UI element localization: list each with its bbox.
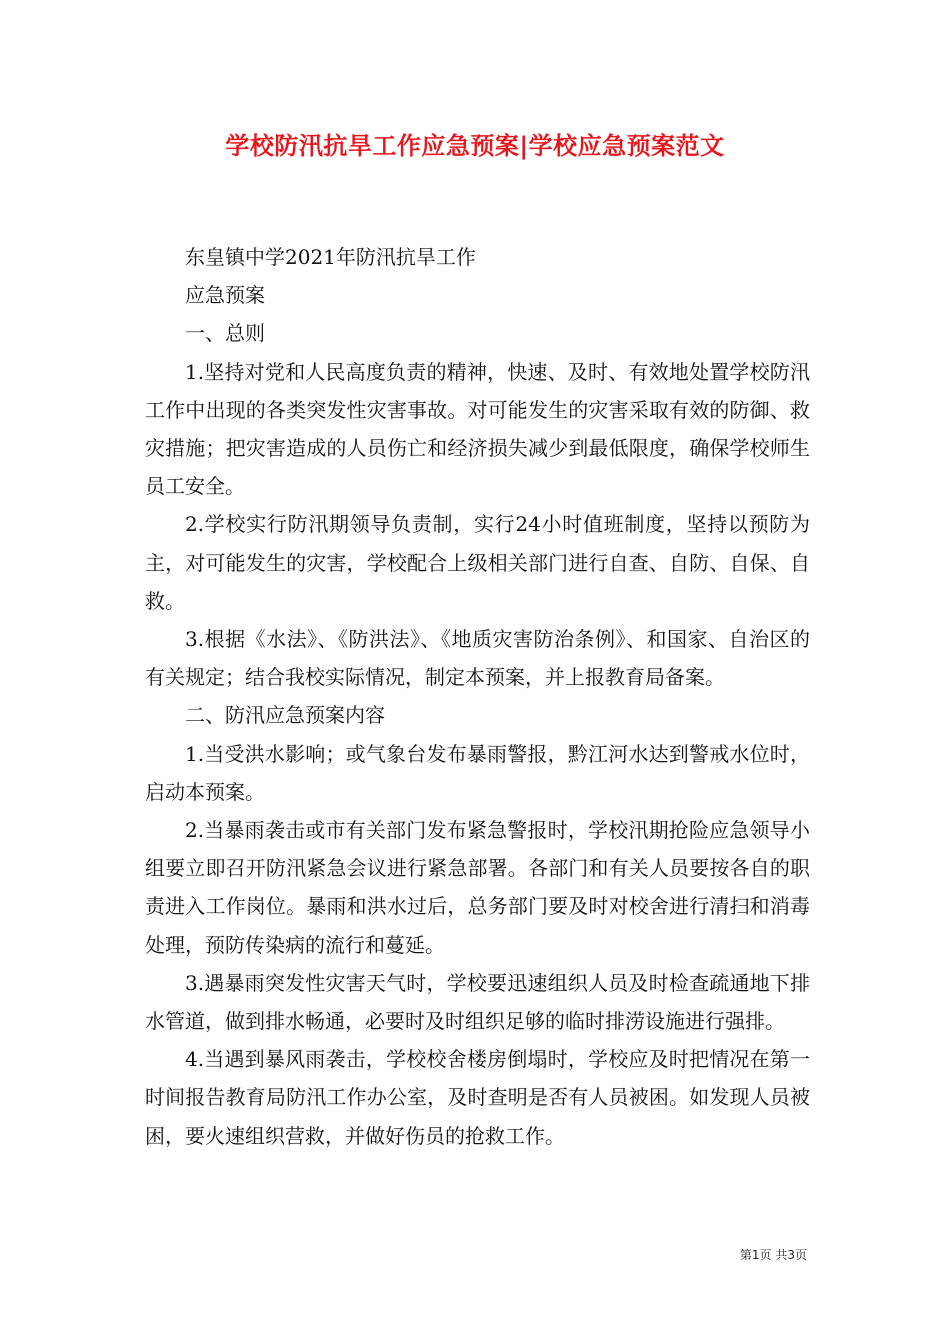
document-title: 学校防汛抗旱工作应急预案|学校应急预案范文	[225, 132, 725, 160]
paragraph-school-heading: 东皇镇中学2021年防汛抗旱工作	[185, 245, 476, 269]
section-heading-content: 二、防汛应急预案内容	[185, 703, 385, 728]
paragraph-content-3: 3.遇暴雨突发性灾害天气时，学校要迅速组织人员及时检查疏通地下排水管道，做到排水畅通，必要时及时组织足够的临时排涝设施进行强排。	[145, 970, 810, 1034]
paragraph-general-3: 3.根据《水法》、《防洪法》、《地质灾害防治条例》、和国家、自治区的有关规定；结合我校实际情况，制定本预案，并上报教育局备案。	[145, 627, 810, 690]
page-number: 第1页 共3页	[739, 1248, 807, 1262]
section-heading-general: 一、总则	[185, 321, 265, 346]
paragraph-general-1: 1.坚持对党和人民高度负责的精神，快速、及时、有效地处置学校防汛工作中出现的各类突发性灾害事故。对可能发生的灾害采取有效的防御、救灾措施；把灾害造成的人员伤亡和经济损失减少到最低限度，确保学校师生员工安全。	[145, 359, 810, 499]
paragraph-plan-heading: 应急预案	[185, 283, 265, 308]
paragraph-content-1: 1.当受洪水影响；或气象台发布暴雨警报，黔江河水达到警戒水位时，启动本预案。	[145, 741, 810, 804]
paragraph-content-2: 2.当暴雨袭击或市有关部门发布紧急警报时，学校汛期抢险应急领导小组要立即召开防汛紧急会议进行紧急部署。各部门和有关人员要按各自的职责进入工作岗位。暴雨和洪水过后，总务部门要及时对校舍进行清扫和消毒处理，预防传染病的流行和蔓延。	[145, 818, 810, 957]
document-body	[145, 238, 810, 1155]
paragraph-content-4: 4.当遇到暴风雨袭击，学校校舍楼房倒塌时，学校应及时把情况在第一时间报告教育局防汛工作办公室，及时查明是否有人员被困。如发现人员被困，要火速组织营救，并做好伤员的抢救工作。	[145, 1047, 810, 1148]
paragraph-general-2: 2.学校实行防汛期领导负责制，实行24小时值班制度，坚持以预防为主，对可能发生的灾害，学校配合上级相关部门进行自查、自防、自保、自救。	[145, 512, 810, 613]
